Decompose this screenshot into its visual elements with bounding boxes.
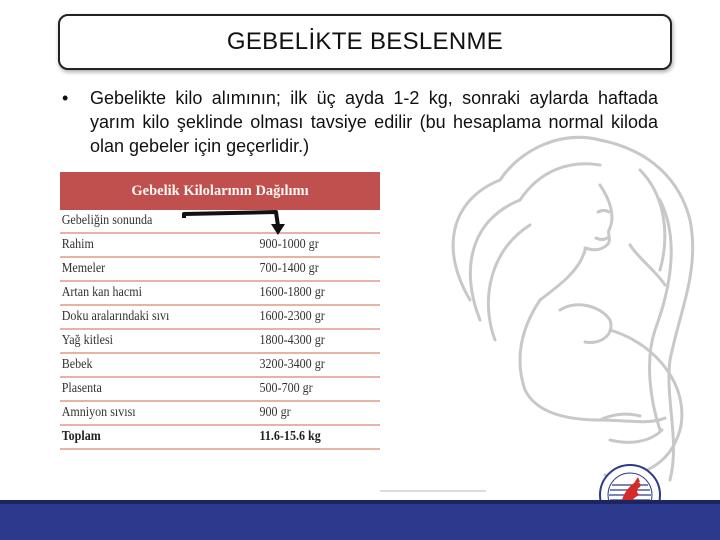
row-label: Plasenta (61, 381, 102, 396)
row-value: 3200-3400 gr (259, 357, 325, 372)
table-row (60, 354, 379, 376)
row-label: Memeler (61, 261, 106, 276)
table-row (60, 330, 379, 352)
row-label: Bebek (61, 357, 93, 372)
table-row (60, 306, 379, 328)
table-row (60, 282, 379, 304)
bullet-point: • (62, 88, 69, 108)
slide-title: GEBELİKTE BESLENME (226, 28, 504, 55)
row-label: Amniyon sıvısı (61, 405, 136, 420)
row-label: Toplam (61, 429, 101, 444)
bullet-item (62, 86, 658, 158)
footer-bar (0, 500, 720, 540)
table-row (60, 402, 379, 424)
table-header: Gebelik Kilolarının Dağılımı (60, 172, 380, 210)
row-value: 1600-1800 gr (259, 285, 325, 300)
arrow-right-down-icon (180, 202, 290, 238)
row-label: Rahim (61, 237, 94, 252)
row-label: Yağ kitlesi (61, 333, 114, 348)
table-row (60, 258, 379, 280)
row-value: 1800-4300 gr (259, 333, 325, 348)
title-box (58, 14, 672, 70)
row-value: 500-700 gr (259, 381, 313, 396)
row-value: 700-1400 gr (259, 261, 319, 276)
row-label: Doku aralarındaki sıvı (61, 309, 170, 324)
table-row (60, 378, 379, 400)
row-label: Gebeliğin sonunda (61, 213, 153, 228)
footer-stripe (0, 500, 720, 504)
row-value: 900-1000 gr (259, 237, 319, 252)
row-divider (60, 448, 380, 450)
row-label: Artan kan hacmi (61, 285, 142, 300)
row-value: 900 gr (259, 405, 291, 420)
bullet-text: Gebelikte kilo alımının; ilk üç ayda 1-2 kg, sonraki aylarda haftada yarım kilo şeklinde olması tavsiye edilir (bu hesaplama normal kiloda olan gebeler için geçerlidir.) (90, 88, 658, 156)
row-value: 1600-2300 gr (259, 309, 325, 324)
table-baseline (380, 490, 486, 492)
table-row-total (60, 426, 379, 448)
row-value: 11.6-15.6 kg (259, 429, 321, 444)
